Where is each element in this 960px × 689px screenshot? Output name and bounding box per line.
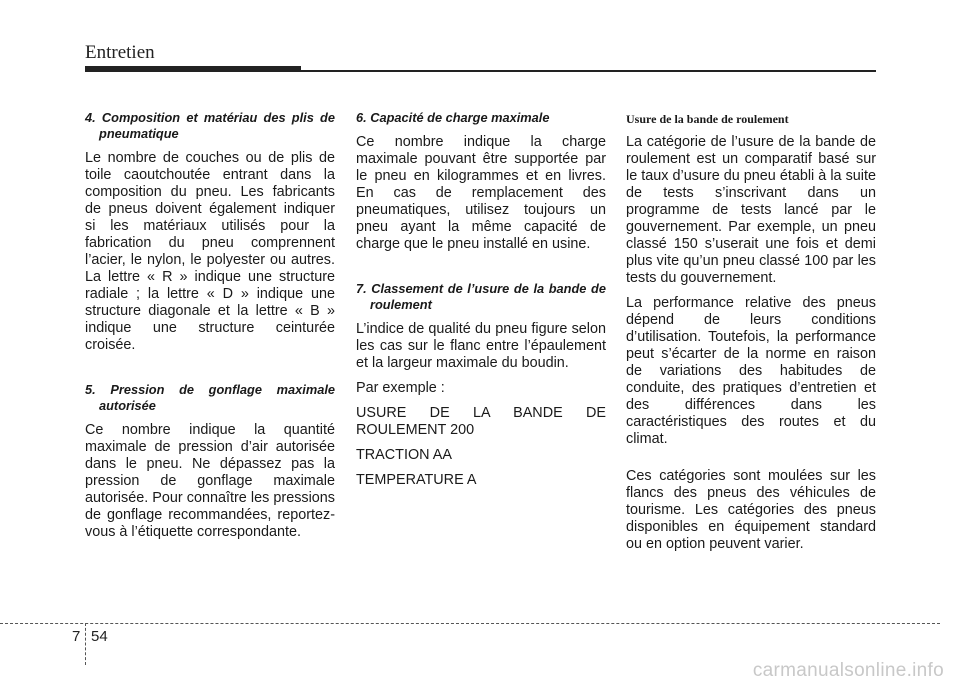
example-line-2: TRACTION AA <box>356 447 452 463</box>
column-1 <box>85 110 335 549</box>
section-5-text: Ce nombre indique la quantité maximale de pression d’air autorisée dans le pneu. Ne dépassez pas la pression de gonflage maximale autorisée. Pour connaître les pressions de gonflage recommandées, reportez-vous à l’étiquette correspondante. <box>85 422 335 540</box>
example-intro: Par exemple : <box>356 380 445 396</box>
treadwear-text-2: La performance relative des pneus dépend de leurs conditions d’utilisation. Toutefois, la performance peut s’écarter de la norme en raison de variations des habitudes de conduite, des pratiques d’entretien et des différences dans les caractéristiques des routes et du climat. <box>626 295 876 447</box>
treadwear-heading: Usure de la bande de roulement <box>626 112 789 126</box>
section-5-heading: 5. Pression de gonflage maximale autorisée <box>85 382 335 413</box>
footer-section-number: 7 <box>72 628 81 645</box>
watermark: carmanualsonline.info <box>752 660 944 681</box>
column-3 <box>626 112 876 561</box>
page-header-title: Entretien <box>85 42 155 63</box>
example-line-3: TEMPERATURE A <box>356 472 477 488</box>
header-rule-thin <box>301 70 876 72</box>
section-4-text: Le nombre de couches ou de plis de toile caoutchoutée entrant dans la composition du pneu. Les fabricants de pneus doivent également indiquer si les matériaux utilisés pour la fabrication du pneu comprennent l’acier, le nylon, le polyester ou autres. La lettre « R » indique une structure radiale ; la lettre « D » indique une structure diagonale et la lettre « B » indique une structure ceinturée croisée. <box>85 150 335 353</box>
section-7-heading: 7. Classement de l’usure de la bande de roulement <box>356 281 606 312</box>
section-6-text: Ce nombre indique la charge maximale pouvant être supportée par le pneu en kilogrammes et en livres. En cas de remplacement des pneumatiques, utilisez toujours un pneu ayant la même capacité de charge que le pneu installé en usine. <box>356 134 606 252</box>
section-4-heading: 4. Composition et matériau des plis de pneumatique <box>85 110 335 141</box>
treadwear-text-1: La catégorie de l’usure de la bande de roulement est un comparatif basé sur le taux d’usure du pneu établi à la suite de tests s’inscrivant dans un programme de tests lancé par le gouvernement. Par exemple, un pneu classé 150 s’userait une fois et demi plus vite qu’un pneu classé 100 par les tests du gouvernement. <box>626 134 876 286</box>
header-rule-thick <box>85 66 301 72</box>
section-7-text: L’indice de qualité du pneu figure selon les cas sur le flanc entre l’épaulement et la largeur maximale du boudin. <box>356 321 606 371</box>
example-line-1: USURE DE LA BANDE DE ROULEMENT 200 <box>356 405 606 438</box>
footer-dashed-rule <box>0 623 940 624</box>
footer-page-number: 54 <box>91 628 108 645</box>
treadwear-text-3: Ces catégories sont moulées sur les flancs des pneus des véhicules de tourisme. Les catégories des pneus disponibles en équipement standard ou en option peuvent varier. <box>626 468 876 552</box>
section-6-heading: 6. Capacité de charge maximale <box>356 110 550 125</box>
footer-dashed-divider <box>85 623 86 665</box>
column-2 <box>356 110 606 497</box>
